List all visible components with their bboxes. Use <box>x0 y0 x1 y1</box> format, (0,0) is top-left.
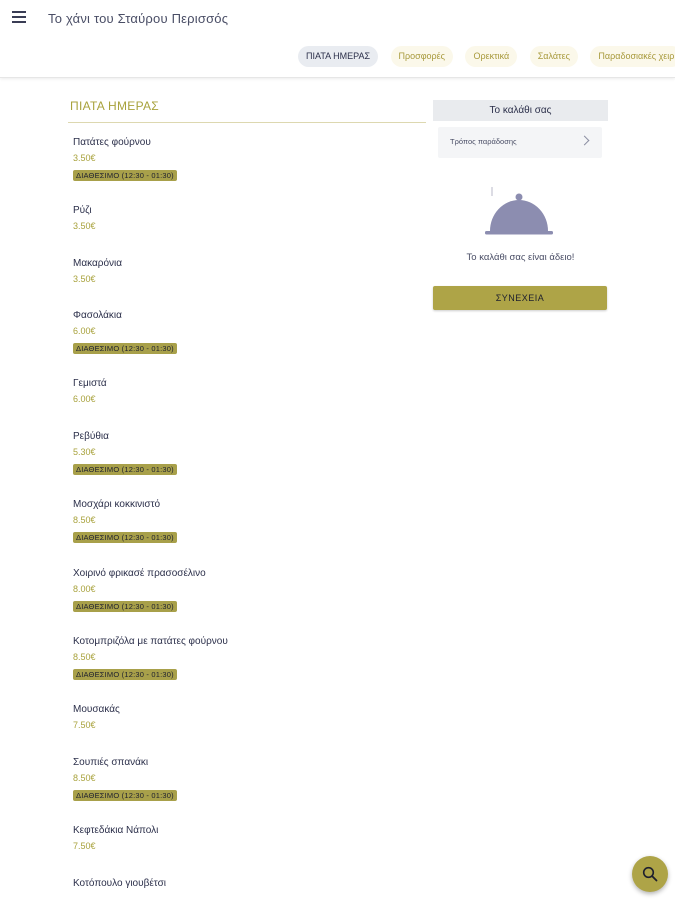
menu-item[interactable] <box>73 498 413 545</box>
empty-cart-message: Το καλάθι σας είναι άδειο! <box>466 252 575 263</box>
availability-badge: ΔΙΑΘΕΣΙΜΟ (12:30 - 01:30) <box>73 790 177 801</box>
continue-button[interactable]: ΣΥΝΕΧΕΙΑ <box>433 286 607 310</box>
menu-item[interactable] <box>73 877 413 890</box>
item-name: Ρύζι <box>73 205 92 216</box>
item-price: 8.50€ <box>73 652 96 662</box>
item-price: 8.50€ <box>73 773 96 783</box>
item-price: 5.30€ <box>73 447 96 457</box>
item-price: 7.50€ <box>73 841 96 851</box>
item-name: Πατάτες φούρνου <box>73 137 151 148</box>
section-divider <box>68 122 426 123</box>
hamburger-menu-icon[interactable] <box>12 11 26 23</box>
menu-item[interactable] <box>73 824 413 853</box>
menu-item[interactable] <box>73 430 413 477</box>
item-name: Μοσχάρι κοκκινιστό <box>73 499 161 510</box>
menu-item[interactable] <box>73 204 413 233</box>
item-name: Μουσακάς <box>73 704 120 715</box>
menu-item[interactable] <box>73 756 413 803</box>
item-name: Φασολάκια <box>73 310 122 321</box>
item-name: Κοτόπουλο γιουβέτσι <box>73 878 166 889</box>
app-title: Το χάνι του Σταύρου Περισσός <box>48 11 229 26</box>
item-price: 7.50€ <box>73 720 96 730</box>
tab-prosfores[interactable]: Προσφορές <box>391 46 454 67</box>
tab-paradosiakes[interactable]: Παραδοσιακές χειρ <box>590 46 675 67</box>
item-price: 3.50€ <box>73 153 96 163</box>
menu-item[interactable] <box>73 377 413 406</box>
food-cloche-icon <box>484 186 554 238</box>
menu-item[interactable] <box>73 635 413 682</box>
item-price: 6.00€ <box>73 326 96 336</box>
item-name: Ρεβύθια <box>73 431 109 442</box>
availability-badge: ΔΙΑΘΕΣΙΜΟ (12:30 - 01:30) <box>73 343 177 354</box>
availability-badge: ΔΙΑΘΕΣΙΜΟ (12:30 - 01:30) <box>73 532 177 543</box>
tab-piata-imeras[interactable]: ΠΙΑΤΑ ΗΜΕΡΑΣ <box>298 46 378 67</box>
tab-salates[interactable]: Σαλάτες <box>530 46 578 67</box>
availability-badge: ΔΙΑΘΕΣΙΜΟ (12:30 - 01:30) <box>73 601 177 612</box>
menu-item[interactable] <box>73 309 413 356</box>
availability-badge: ΔΙΑΘΕΣΙΜΟ (12:30 - 01:30) <box>73 464 177 475</box>
delivery-method-selector[interactable] <box>438 127 602 158</box>
availability-badge: ΔΙΑΘΕΣΙΜΟ (12:30 - 01:30) <box>73 669 177 680</box>
top-app-bar <box>0 0 675 78</box>
item-price: 3.50€ <box>73 274 96 284</box>
item-name: Χοιρινό φρικασέ πρασοσέλινο <box>73 568 206 579</box>
availability-badge: ΔΙΑΘΕΣΙΜΟ (12:30 - 01:30) <box>73 170 177 181</box>
menu-item[interactable] <box>73 136 413 183</box>
item-name: Μακαρόνια <box>73 258 123 269</box>
item-name: Κοτομπριζόλα με πατάτες φούρνου <box>73 636 228 647</box>
tab-orektika[interactable]: Ορεκτικά <box>465 46 517 67</box>
item-price: 8.50€ <box>73 515 96 525</box>
delivery-method-label: Τρόπος παράδοσης <box>450 137 517 146</box>
section-title: ΠΙΑΤΑ ΗΜΕΡΑΣ <box>70 99 160 113</box>
item-name: Γεμιστά <box>73 378 107 389</box>
category-tabs <box>298 46 675 68</box>
item-price: 3.50€ <box>73 221 96 231</box>
menu-item[interactable] <box>73 257 413 286</box>
menu-item[interactable] <box>73 567 413 614</box>
item-price: 8.00€ <box>73 584 96 594</box>
item-name: Σουπιές σπανάκι <box>73 757 149 768</box>
chevron-right-icon <box>580 136 590 146</box>
menu-item[interactable] <box>73 703 413 732</box>
cart-title: Το καλάθι σας <box>433 100 608 121</box>
item-price: 6.00€ <box>73 394 96 404</box>
item-name: Κεφτεδάκια Νάπολι <box>73 825 159 836</box>
search-fab[interactable] <box>632 856 668 892</box>
search-icon <box>642 866 658 882</box>
